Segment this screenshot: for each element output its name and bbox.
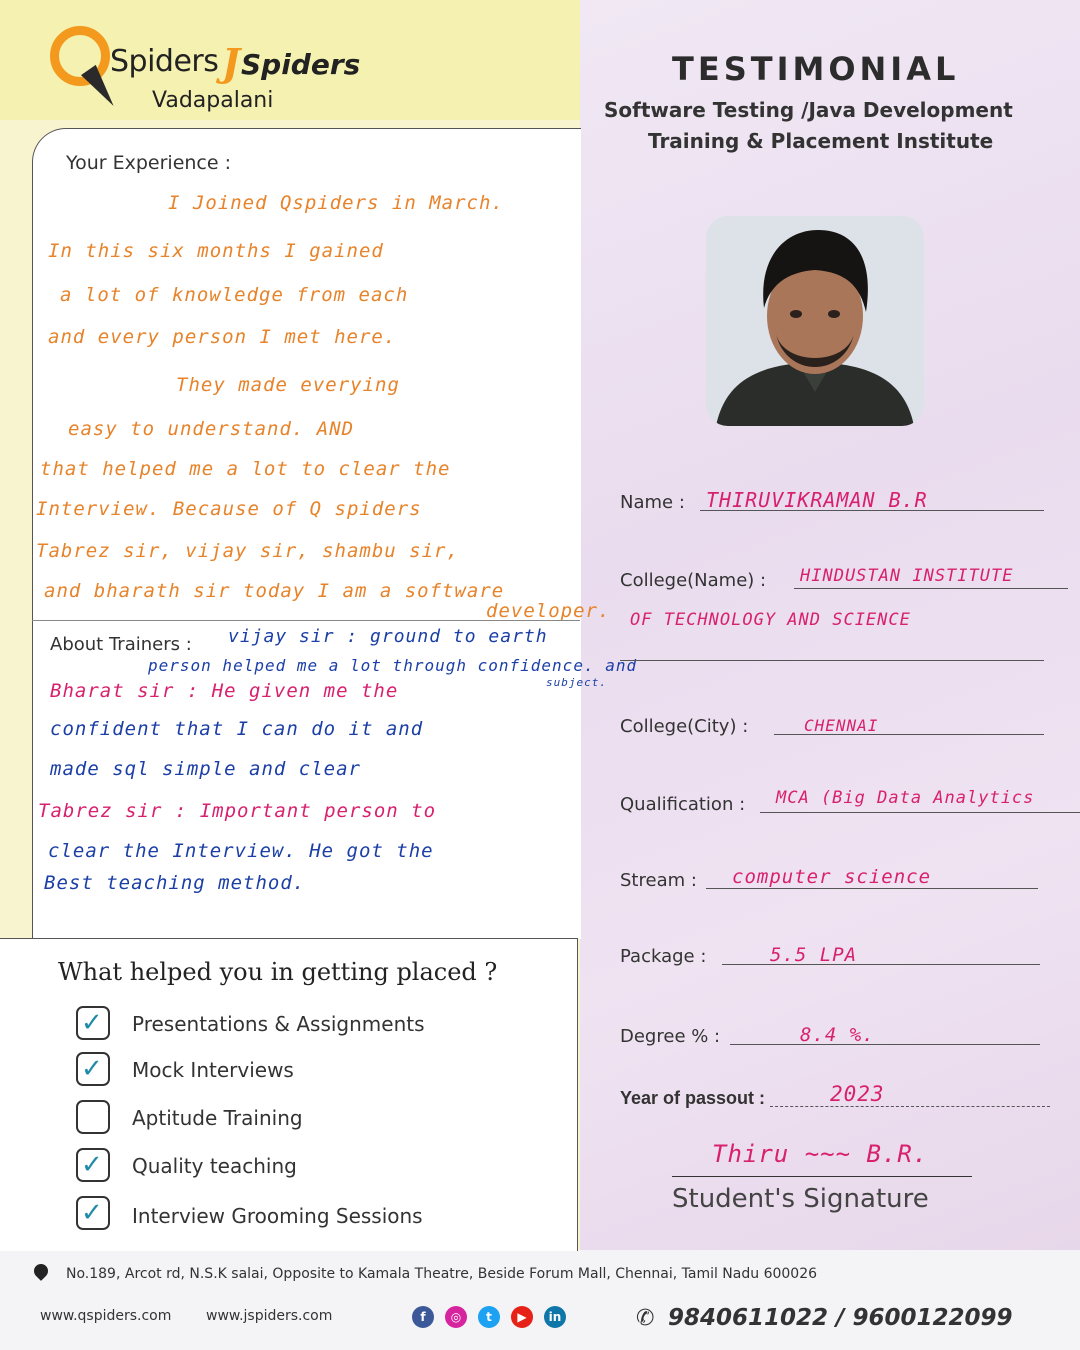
degree-value: 8.4 %.	[800, 1024, 875, 1046]
youtube-icon[interactable]: ▶	[511, 1306, 533, 1328]
experience-line: In this six months I gained	[48, 240, 384, 262]
qualification-label: Qualification :	[620, 794, 746, 815]
experience-line: easy to understand. AND	[68, 418, 355, 440]
college-underline	[794, 588, 1068, 589]
trainer-line: confident that I can do it and	[50, 718, 424, 740]
option-label: Interview Grooming Sessions	[132, 1204, 423, 1228]
trainer-line: person helped me a lot through confidence. and	[148, 656, 638, 675]
qualification-value: MCA (Big Data Analytics	[776, 788, 1035, 808]
experience-line: I Joined Qspiders in March.	[168, 192, 504, 214]
branch-name: Vadapalani	[152, 88, 274, 113]
trainers-label: About Trainers :	[50, 634, 192, 655]
experience-line: developer.	[486, 600, 611, 622]
city-label: College(City) :	[620, 716, 749, 737]
option-label: Aptitude Training	[132, 1106, 303, 1130]
stream-underline	[706, 888, 1038, 889]
experience-line: Tabrez sir, vijay sir, shambu sir,	[36, 540, 459, 562]
website-qspiders[interactable]: www.qspiders.com	[40, 1308, 172, 1324]
footer-background	[0, 1250, 1080, 1350]
experience-label: Your Experience :	[66, 152, 231, 174]
experience-line: and bharath sir today I am a software	[44, 580, 505, 602]
instagram-icon[interactable]: ◎	[445, 1306, 467, 1328]
college-value-line-2: OF TECHNOLOGY AND SCIENCE	[630, 610, 911, 630]
phone-numbers[interactable]: 9840611022 / 9600122099	[668, 1305, 1013, 1331]
student-photo	[706, 216, 924, 426]
stream-value: computer science	[732, 866, 932, 888]
address: No.189, Arcot rd, N.S.K salai, Opposite to Kamala Theatre, Beside Forum Mall, Chennai, Tamil Nadu 600026	[66, 1266, 818, 1282]
logo-j-letter: J	[222, 40, 240, 85]
year-underline	[770, 1106, 1050, 1107]
college-underline-2	[620, 660, 1044, 661]
section-divider	[32, 620, 580, 621]
trainer-line	[50, 680, 398, 703]
name-label: Name :	[620, 492, 685, 513]
college-label: College(Name) :	[620, 570, 767, 591]
trainer-line: Tabrez sir : Important person to	[38, 800, 437, 822]
trainer-line: vijay sir : ground to earth	[228, 626, 548, 647]
experience-line: and every person I met here.	[48, 326, 397, 348]
logo-jspiders-text: Spiders	[241, 48, 361, 81]
college-value-line-1: HINDUSTAN INSTITUTE	[800, 566, 1014, 586]
trainer-name-bharat: Bharat sir : He given me the	[50, 680, 399, 702]
experience-line: Interview. Because of Q spiders	[36, 498, 422, 520]
check-icon: ✓	[81, 1198, 103, 1228]
logo-qspiders-text: Spiders	[110, 44, 219, 79]
city-value: CHENNAI	[804, 716, 879, 735]
placed-question: What helped you in getting placed ?	[58, 958, 498, 986]
page-title: TESTIMONIAL	[672, 50, 960, 88]
subtitle-line-1: Software Testing /Java Development	[604, 98, 1013, 122]
signature-handwritten: Thiru ~~~ B.R.	[712, 1140, 929, 1168]
checkbox-interview-grooming[interactable]	[76, 1196, 110, 1230]
experience-line: a lot of knowledge from each	[60, 284, 409, 306]
name-value: THIRUVIKRAMAN B.R	[706, 488, 928, 512]
trainer-line: clear the Interview. He got the	[48, 840, 434, 862]
option-label: Mock Interviews	[132, 1058, 294, 1082]
trainer-line: subject.	[546, 676, 607, 689]
trainer-line: Best teaching method.	[44, 872, 306, 894]
package-value: 5.5 LPA	[770, 944, 858, 966]
check-icon: ✓	[81, 1008, 103, 1038]
option-label: Quality teaching	[132, 1154, 297, 1178]
check-icon: ✓	[81, 1054, 103, 1084]
subtitle-line-2: Training & Placement Institute	[648, 129, 994, 153]
facebook-icon[interactable]: f	[412, 1306, 434, 1328]
checkbox-quality-teaching[interactable]	[76, 1148, 110, 1182]
degree-underline	[730, 1044, 1040, 1045]
experience-line: that helped me a lot to clear the	[40, 458, 451, 480]
checkbox-presentations[interactable]	[76, 1006, 110, 1040]
qualification-underline	[760, 812, 1080, 813]
linkedin-icon[interactable]: in	[544, 1306, 566, 1328]
year-value: 2023	[830, 1082, 885, 1106]
degree-label: Degree % :	[620, 1026, 721, 1047]
year-label: Year of passout :	[620, 1088, 766, 1108]
package-label: Package :	[620, 946, 707, 967]
student-portrait-icon	[706, 216, 924, 426]
twitter-icon[interactable]: t	[478, 1306, 500, 1328]
phone-icon: ✆	[636, 1306, 655, 1331]
signature-line	[672, 1176, 972, 1177]
experience-line: They made everying	[176, 374, 400, 396]
signature-label: Student's Signature	[672, 1184, 929, 1214]
check-icon: ✓	[81, 1150, 103, 1180]
checkbox-mock-interviews[interactable]	[76, 1052, 110, 1086]
website-jspiders[interactable]: www.jspiders.com	[206, 1308, 333, 1324]
checkbox-aptitude-training[interactable]	[76, 1100, 110, 1134]
option-label: Presentations & Assignments	[132, 1012, 425, 1036]
trainer-line: made sql simple and clear	[50, 758, 361, 780]
stream-label: Stream :	[620, 870, 697, 891]
